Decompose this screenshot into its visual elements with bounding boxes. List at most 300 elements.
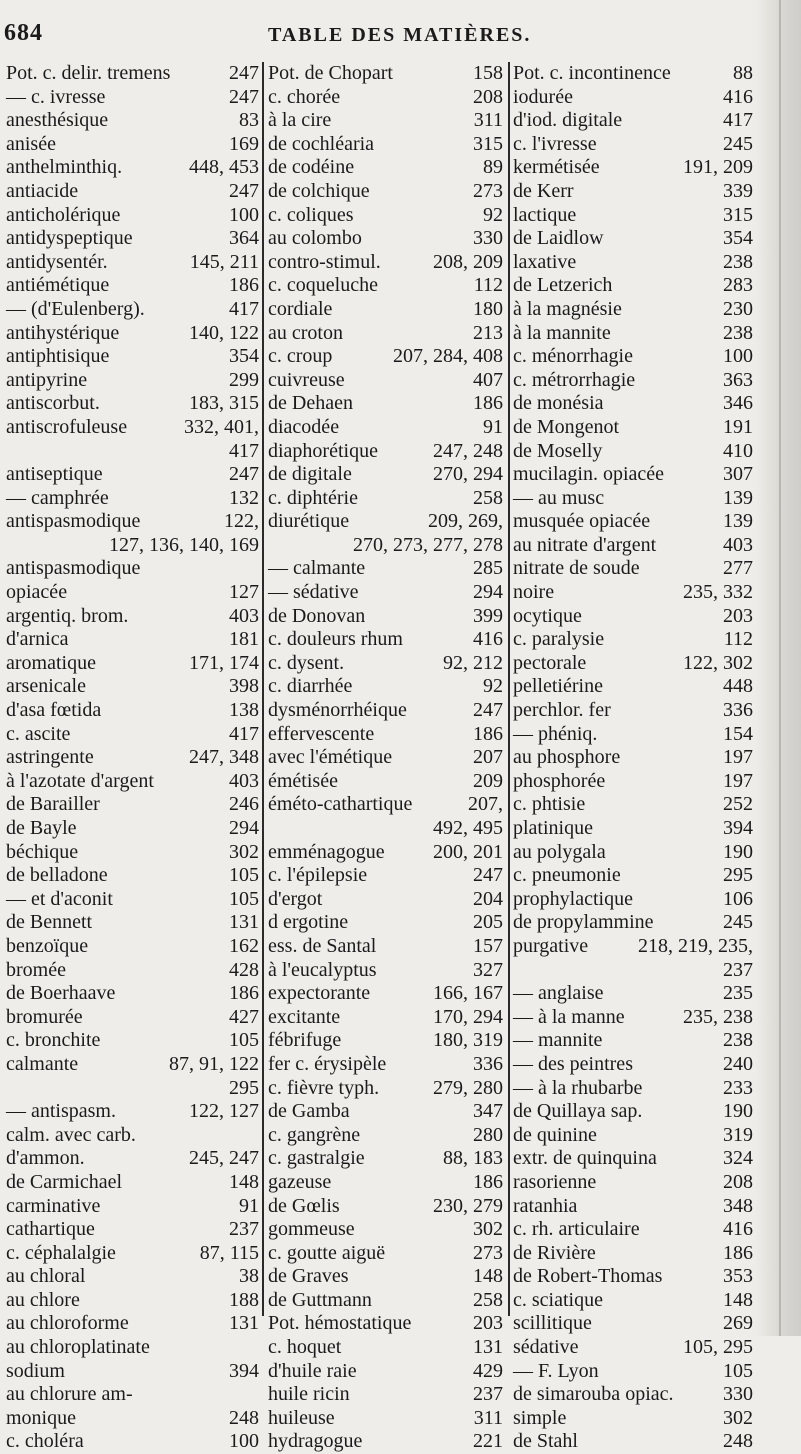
entry-term: — à la manne [513, 1005, 625, 1028]
entry-page-ref: 247 [229, 179, 259, 202]
entry-term: — au musc [513, 486, 605, 509]
entry-term: kermétisée [513, 156, 600, 179]
index-entry [513, 1430, 753, 1454]
entry-term: de Laidlow [513, 227, 604, 250]
entry-page-ref: 209 [473, 769, 503, 792]
index-entry [513, 392, 753, 416]
entry-term: calmante [6, 1052, 79, 1075]
entry-page-ref: 238 [723, 321, 753, 344]
index-entry [513, 1100, 753, 1124]
index-entry [6, 274, 259, 298]
index-entry [513, 1289, 753, 1313]
entry-page-ref: 208 [473, 85, 503, 108]
entry-page-ref: 348 [723, 1194, 753, 1217]
entry-page-ref: 270, 273, 277, 278 [353, 533, 503, 556]
entry-term: anesthésique [6, 109, 109, 132]
index-entry [268, 298, 503, 322]
entry-page-ref: 245 [723, 132, 753, 155]
entry-page-ref: 407 [473, 368, 503, 391]
entry-term: diaphorétique [268, 439, 378, 462]
index-entry [513, 888, 753, 912]
entry-page-ref: 417 [229, 439, 259, 462]
entry-term: huileuse [268, 1406, 335, 1429]
entry-page-ref: 280 [473, 1123, 503, 1146]
entry-term: noire [513, 581, 555, 604]
entry-term: effervescente [268, 722, 375, 745]
entry-term: Pot. de Chopart [268, 62, 393, 84]
index-entry [268, 675, 503, 699]
index-entry [513, 463, 753, 487]
entry-term: huile ricin [268, 1383, 350, 1406]
entry-page-ref: 233 [723, 1076, 753, 1099]
index-entry [6, 416, 259, 440]
entry-term: platinique [513, 817, 593, 839]
entry-page-ref: 307 [723, 463, 753, 486]
entry-page-ref: 207, [468, 793, 503, 816]
index-entry [513, 1218, 753, 1242]
entry-term: de Rivière [513, 1241, 596, 1264]
index-entry [268, 982, 503, 1006]
entry-term: ess. de Santal [268, 934, 377, 957]
index-entry [6, 487, 259, 511]
entry-page-ref: 364 [229, 227, 259, 250]
index-entry [6, 1360, 259, 1384]
index-entry [268, 1383, 503, 1407]
entry-term: scillitique [513, 1312, 592, 1335]
index-entry [6, 322, 259, 346]
entry-term: c. ménorrhagie [513, 345, 633, 368]
entry-page-ref: 186 [473, 392, 503, 415]
entry-term: argentiq. brom. [6, 604, 129, 627]
entry-term: antiphtisique [6, 345, 110, 368]
index-entry [268, 770, 503, 794]
index-entry [268, 1147, 503, 1171]
entry-term: d'arnica [6, 628, 69, 651]
entry-term: aromatique [6, 651, 96, 674]
index-entry [513, 1053, 753, 1077]
entry-page-ref: 428 [229, 958, 259, 981]
entry-term: au chloroforme [6, 1312, 129, 1335]
entry-page-ref: 221 [473, 1430, 503, 1453]
entry-term: de quinine [513, 1123, 597, 1146]
entry-page-ref: 416 [723, 1218, 753, 1241]
entry-page-ref: 207 [473, 746, 503, 769]
entry-term: nitrate de soude [513, 557, 640, 580]
index-column-1 [6, 62, 259, 1454]
entry-term: c. pneumonie [513, 864, 621, 887]
index-entry [268, 1265, 503, 1289]
page-edge-line [779, 0, 781, 1336]
entry-term: — calmante [268, 557, 366, 580]
index-entry [6, 1100, 259, 1124]
index-entry [513, 416, 753, 440]
index-entry [6, 746, 259, 770]
index-entry [513, 699, 753, 723]
index-entry [6, 770, 259, 794]
running-title: TABLE DES MATIÈRES. [268, 24, 532, 46]
entry-term: iodurée [513, 85, 573, 108]
entry-term: de Bayle [6, 817, 77, 839]
index-entry [513, 605, 753, 629]
entry-term: de Guttmann [268, 1288, 372, 1311]
entry-term: c. coliques [268, 203, 354, 226]
entry-term: prophylactique [513, 887, 633, 910]
entry-term: c. sciatique [513, 1288, 603, 1311]
entry-page-ref: 336 [473, 1052, 503, 1075]
index-entry [513, 841, 753, 865]
index-entry [513, 982, 753, 1006]
index-entry [268, 369, 503, 393]
index-entry [513, 770, 753, 794]
entry-term: musquée opiacée [513, 510, 651, 533]
entry-term: c. paralysie [513, 628, 605, 651]
index-entry [513, 935, 753, 959]
entry-page-ref: 183, 315 [189, 392, 259, 415]
index-entry [513, 322, 753, 346]
index-entry [513, 227, 753, 251]
index-entry [513, 1006, 753, 1030]
entry-page-ref: 258 [473, 1288, 503, 1311]
index-entry [6, 628, 259, 652]
entry-term: au chloral [6, 1265, 86, 1288]
entry-page-ref: 213 [473, 321, 503, 344]
entry-term: antihystérique [6, 321, 120, 344]
entry-page-ref: 252 [723, 793, 753, 816]
entry-page-ref: 171, 174 [189, 651, 259, 674]
index-entry [268, 251, 503, 275]
index-entry [6, 345, 259, 369]
entry-term: extr. de quinquina [513, 1147, 657, 1170]
entry-term: c. fièvre typh. [268, 1076, 380, 1099]
index-entry [268, 227, 503, 251]
index-entry [268, 1029, 503, 1053]
entry-term: de Dehaen [268, 392, 353, 415]
entry-page-ref: 112 [723, 628, 753, 651]
entry-term: astringente [6, 746, 94, 769]
entry-term: c. ascite [6, 722, 71, 745]
entry-term: antidyspeptique [6, 227, 133, 250]
entry-page-ref: 100 [229, 203, 259, 226]
entry-term: de Quillaya sap. [513, 1100, 643, 1123]
entry-term: diurétique [268, 510, 350, 533]
entry-term: calm. avec carb. [6, 1123, 136, 1146]
index-entry [6, 1265, 259, 1289]
entry-term: de codéine [268, 156, 355, 179]
index-entry [268, 817, 503, 841]
index-entry [513, 1029, 753, 1053]
index-entry [513, 1360, 753, 1384]
entry-term: antiscorbut. [6, 392, 100, 415]
entry-page-ref: 91 [483, 415, 503, 438]
entry-page-ref: 92 [483, 203, 503, 226]
entry-page-ref: 237 [723, 958, 753, 981]
entry-page-ref: 410 [723, 439, 753, 462]
entry-page-ref: 131 [473, 1336, 503, 1359]
index-entry [6, 888, 259, 912]
entry-page-ref: 140, 122 [189, 321, 259, 344]
entry-page-ref: 247 [229, 85, 259, 108]
entry-page-ref: 273 [473, 1241, 503, 1264]
entry-page-ref: 209, 269, [428, 510, 503, 533]
entry-page-ref: 299 [229, 368, 259, 391]
index-entry [513, 557, 753, 581]
entry-page-ref: 245, 247 [189, 1147, 259, 1170]
entry-term: au nitrate d'argent [513, 533, 657, 556]
index-entry [6, 1407, 259, 1431]
entry-page-ref: 122, 302 [683, 651, 753, 674]
entry-term: carminative [6, 1194, 101, 1217]
index-entry [513, 251, 753, 275]
entry-term: anticholérique [6, 203, 121, 226]
entry-page-ref: 158 [473, 62, 503, 84]
entry-term: anthelminthiq. [6, 156, 123, 179]
entry-page-ref: 92, 212 [443, 651, 503, 674]
index-entry [513, 1242, 753, 1266]
entry-page-ref: 148 [229, 1170, 259, 1193]
index-entry [6, 251, 259, 275]
entry-page-ref: 353 [723, 1265, 753, 1288]
index-entry [6, 1383, 259, 1407]
entry-page-ref: 302 [723, 1406, 753, 1429]
index-entry [6, 1171, 259, 1195]
index-entry [513, 345, 753, 369]
entry-page-ref: 417 [229, 297, 259, 320]
index-entry [6, 1147, 259, 1171]
entry-term: simple [513, 1406, 567, 1429]
index-entry [6, 557, 259, 581]
index-entry [6, 62, 259, 86]
entry-term: de monésia [513, 392, 604, 415]
index-entry [268, 935, 503, 959]
entry-page-ref: 91 [239, 1194, 259, 1217]
index-entry [6, 581, 259, 605]
entry-term: de Robert-Thomas [513, 1265, 663, 1288]
entry-page-ref: 208, 209 [433, 250, 503, 273]
entry-page-ref: 122, [224, 510, 259, 533]
entry-page-ref: 218, 219, 235, [638, 934, 753, 957]
entry-term: pectorale [513, 651, 587, 674]
index-entry [268, 793, 503, 817]
entry-term: de digitale [268, 463, 352, 486]
index-entry [268, 392, 503, 416]
entry-page-ref: 105 [229, 864, 259, 887]
index-entry [513, 274, 753, 298]
entry-page-ref: 399 [473, 604, 503, 627]
entry-term: — antispasm. [6, 1100, 116, 1123]
index-entry [268, 86, 503, 110]
index-entry [268, 133, 503, 157]
entry-page-ref: 246 [229, 793, 259, 816]
index-entry [6, 935, 259, 959]
entry-term: de Mongenot [513, 415, 620, 438]
entry-term: sédative [513, 1336, 579, 1359]
entry-term: ratanhia [513, 1194, 578, 1217]
index-entry [268, 605, 503, 629]
entry-page-ref: 131 [229, 911, 259, 934]
entry-term: Pot. c. incontinence [513, 62, 671, 84]
entry-term: c. diarrhée [268, 675, 353, 698]
entry-page-ref: 100 [229, 1430, 259, 1453]
entry-term: — anglaise [513, 982, 604, 1005]
entry-page-ref: 354 [229, 345, 259, 368]
index-entry [6, 298, 259, 322]
entry-page-ref: 186 [723, 1241, 753, 1264]
entry-term: au chlore [6, 1288, 80, 1311]
index-entry [6, 534, 259, 558]
entry-page-ref: 148 [473, 1265, 503, 1288]
entry-page-ref: 235, 332 [683, 581, 753, 604]
entry-page-ref: 87, 91, 122 [169, 1052, 259, 1075]
entry-page-ref: 235, 238 [683, 1005, 753, 1028]
index-entry [6, 510, 259, 534]
index-entry [513, 746, 753, 770]
entry-term: gazeuse [268, 1170, 332, 1193]
index-entry [268, 628, 503, 652]
entry-page-ref: 191, 209 [683, 156, 753, 179]
entry-page-ref: 240 [723, 1052, 753, 1075]
index-entry [6, 156, 259, 180]
index-entry [6, 1430, 259, 1454]
entry-page-ref: 83 [239, 109, 259, 132]
entry-term: c. bronchite [6, 1029, 101, 1052]
entry-page-ref: 127, 136, 140, 169 [109, 533, 259, 556]
entry-term: Pot. c. delir. tremens [6, 62, 171, 84]
entry-page-ref: 207, 284, 408 [393, 345, 503, 368]
index-entry [268, 841, 503, 865]
index-entry [513, 298, 753, 322]
entry-term: d'ammon. [6, 1147, 85, 1170]
index-entry [513, 581, 753, 605]
entry-page-ref: 295 [723, 864, 753, 887]
index-entry [513, 628, 753, 652]
entry-term: c. diphtérie [268, 486, 358, 509]
entry-page-ref: 191 [723, 415, 753, 438]
index-entry [268, 864, 503, 888]
entry-page-ref: 429 [473, 1359, 503, 1382]
entry-term: dysménorrhéique [268, 699, 407, 722]
entry-term: c. céphalalgie [6, 1241, 116, 1264]
entry-term: — (d'Eulenberg). [6, 297, 145, 320]
index-entry [513, 62, 753, 86]
entry-term: émétisée [268, 769, 338, 792]
entry-page-ref: 285 [473, 557, 503, 580]
entry-page-ref: 247 [229, 463, 259, 486]
index-entry [268, 274, 503, 298]
entry-term: à la mannite [513, 321, 611, 344]
entry-term: de Gœlis [268, 1194, 340, 1217]
entry-term: mucilagin. opiacée [513, 463, 665, 486]
index-entry [513, 1171, 753, 1195]
index-entry [513, 510, 753, 534]
entry-page-ref: 332, 401, [184, 415, 259, 438]
entry-page-ref: 87, 115 [199, 1241, 259, 1264]
entry-term: c. dysent. [268, 651, 345, 674]
entry-page-ref: 294 [473, 581, 503, 604]
entry-page-ref: 180 [473, 297, 503, 320]
index-entry [6, 817, 259, 841]
index-entry [268, 62, 503, 86]
index-entry [268, 463, 503, 487]
entry-page-ref: 403 [723, 533, 753, 556]
entry-page-ref: 347 [473, 1100, 503, 1123]
entry-page-ref: 145, 211 [189, 250, 259, 273]
entry-page-ref: 105, 295 [683, 1336, 753, 1359]
entry-page-ref: 302 [473, 1218, 503, 1241]
entry-term: antispasmodique [6, 557, 141, 580]
index-entry [513, 133, 753, 157]
entry-term: de simarouba opiac. [513, 1383, 674, 1406]
index-entry [513, 440, 753, 464]
index-entry [6, 133, 259, 157]
entry-term: ocytique [513, 604, 582, 627]
index-entry [6, 1006, 259, 1030]
entry-page-ref: 105 [723, 1359, 753, 1382]
entry-page-ref: 311 [473, 1406, 503, 1429]
entry-page-ref: 417 [229, 722, 259, 745]
entry-term: c. hoquet [268, 1336, 342, 1359]
entry-page-ref: 311 [473, 109, 503, 132]
entry-term: arsenicale [6, 675, 86, 698]
entry-term: de cochléaria [268, 132, 375, 155]
entry-term: — sédative [268, 581, 359, 604]
entry-term: c. croup [268, 345, 333, 368]
entry-page-ref: 327 [473, 958, 503, 981]
entry-term: cordiale [268, 297, 333, 320]
index-entry [513, 1124, 753, 1148]
index-entry [268, 652, 503, 676]
entry-page-ref: 180, 319 [433, 1029, 503, 1052]
entry-term: lactique [513, 203, 577, 226]
index-entry [268, 1336, 503, 1360]
entry-page-ref: 190 [723, 1100, 753, 1123]
index-entry [6, 1242, 259, 1266]
entry-term: à l'azotate d'argent [6, 769, 154, 792]
entry-term: — des peintres [513, 1052, 633, 1075]
entry-page-ref: 294 [229, 817, 259, 839]
index-column-2 [268, 62, 503, 1454]
entry-term: c. goutte aiguë [268, 1241, 386, 1264]
entry-page-ref: 88 [733, 62, 753, 84]
entry-term: c. métrorrhagie [513, 368, 636, 391]
entry-page-ref: 166, 167 [433, 982, 503, 1005]
entry-page-ref: 186 [229, 274, 259, 297]
page-edge-shadow [755, 0, 801, 1336]
index-entry [513, 204, 753, 228]
entry-page-ref: 154 [723, 722, 753, 745]
index-entry [6, 204, 259, 228]
entry-page-ref: 132 [229, 486, 259, 509]
entry-page-ref: 302 [229, 840, 259, 863]
entry-term: de Moselly [513, 439, 603, 462]
entry-term: béchique [6, 840, 79, 863]
index-entry [6, 793, 259, 817]
index-entry [6, 959, 259, 983]
index-entry [6, 723, 259, 747]
entry-page-ref: 427 [229, 1005, 259, 1028]
entry-term: gommeuse [268, 1218, 355, 1241]
entry-page-ref: 248 [229, 1406, 259, 1429]
index-entry [6, 109, 259, 133]
index-entry [268, 581, 503, 605]
entry-term: de Bennett [6, 911, 93, 934]
entry-term: c. l'ivresse [513, 132, 597, 155]
index-entry [268, 1430, 503, 1454]
entry-page-ref: 186 [229, 982, 259, 1005]
index-entry [268, 440, 503, 464]
entry-term: c. coqueluche [268, 274, 378, 297]
index-entry [268, 888, 503, 912]
index-entry [268, 1077, 503, 1101]
